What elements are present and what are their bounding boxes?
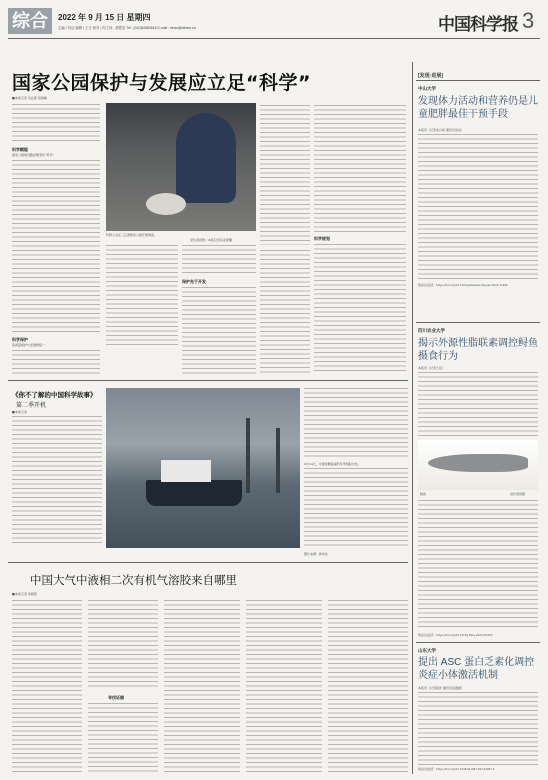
- sidebar-item-3-title: 提出 ASC 蛋白乏素化调控炎症小体激活机制: [418, 657, 535, 681]
- sidebar-item-1-title: 发现体力活动和营养仍是儿童肥胖最佳干预手段: [418, 96, 538, 120]
- main-subhead-3: 科学保护: [12, 337, 28, 342]
- sidebar-item-2-byline: 本报讯（记者王启）: [418, 366, 446, 370]
- main-col4-text-2: [260, 250, 310, 375]
- main-subhead-5: 保护先于开发: [182, 279, 206, 284]
- fish-label: 鲟鱼: [420, 492, 427, 496]
- sidebar-item-2-title: 揭示外源性脂联素调控鲟鱼摄食行为: [418, 338, 538, 362]
- page-number: 3: [522, 8, 535, 33]
- sidebar-item-1-byline: 本报讯（记者朱汉斌 通讯员吴洁）: [418, 128, 464, 132]
- main-col3-text-2: [182, 287, 256, 375]
- main-subhead-1: 科学赋能: [12, 147, 28, 152]
- editors-line: 主编 / 肖洁 编辑 / 王方 校对 / 何工伟 , 胡恩容 Tel : (010)62580618 E-mail : news@stimes.cn: [58, 26, 196, 30]
- crane-1: [246, 418, 250, 493]
- sidebar-item-3-byline: 本报讯（记者廖洋 通讯员张媛媛）: [418, 686, 464, 690]
- fish-photo: [418, 440, 538, 490]
- main-byline: ■本报记者 冯亚唐 吴海楠: [12, 96, 47, 100]
- main-subhead-4: 高质量保护与发展相统一: [12, 343, 46, 347]
- ship-deck: [161, 460, 211, 482]
- crane-2: [276, 428, 280, 493]
- main-headline: 国家公园保护与发展应立足“科学”: [12, 72, 311, 94]
- bottom-col2: [88, 600, 158, 690]
- section-label: 综合: [8, 8, 52, 34]
- sidebar-item-2-doi: 相关论文信息：https://doi.org/10.1016/j.fmre.2022.05.005: [418, 634, 493, 637]
- main-col3-text: [182, 245, 256, 275]
- header-bar: [0, 0, 548, 40]
- main-photo-credit: 受访者供图 / 本报记者冯亚唐摄: [190, 238, 232, 242]
- ship-caption: 9月14日，中国首艘高端科学考察船出发。: [304, 462, 361, 466]
- main-col1-text-3: [12, 350, 100, 376]
- sidebar-item-1-doi: 相关论文信息：https://doi.org/10.1001/jamanetworkopen.2022.31400: [418, 284, 508, 287]
- sidebar-item-1-text: [418, 134, 538, 280]
- bottom-col2-b: [88, 703, 158, 775]
- ship-photo: [106, 388, 300, 548]
- main-col1-text-2: [12, 160, 100, 335]
- sidebar-item-1-source: 中山大学: [418, 86, 436, 91]
- middle-rule: [8, 562, 408, 563]
- sidebar-top-rule: [416, 80, 540, 81]
- ship-photo-note: 图片来源：新华社: [304, 552, 329, 556]
- ship-hull: [146, 480, 242, 506]
- sidebar-rule-3: [416, 642, 540, 643]
- main-photo: [106, 103, 256, 231]
- ship-caption-text: [304, 468, 408, 548]
- bottom-col3: [164, 600, 240, 775]
- bottom-col5: [328, 600, 408, 775]
- main-photo-caption: 科研人员在三江源国家公园开展调查。: [106, 233, 158, 237]
- bottom-byline: ■本报记者 李晨阳: [12, 592, 37, 596]
- header-rule: [8, 38, 540, 39]
- bottom-col1: [12, 600, 82, 775]
- sidebar-item-2-text-b: [418, 500, 538, 630]
- main-subhead-6: 科学规划: [314, 236, 330, 241]
- sturgeon-illustration: [428, 454, 528, 472]
- sidebar-item-3-text: [418, 692, 538, 766]
- story-subtitle: 第二季开机: [16, 402, 47, 409]
- sidebar-item-3-doi: 相关论文信息：https://doi.org/10.1038/s41467-022-32961-3: [418, 768, 495, 771]
- main-col4-text: [260, 105, 310, 245]
- main-subhead-2: 国家公园建设路径要坚持“科学”: [12, 153, 55, 157]
- bottom-col4: [246, 600, 322, 775]
- story-byline: ■本报记者: [12, 410, 27, 414]
- main-bottom-rule: [8, 380, 408, 381]
- sidebar-item-2-source: 四川农业大学: [418, 328, 445, 333]
- specimen-cluster: [146, 193, 186, 215]
- main-col1-text: [12, 104, 100, 144]
- sidebar-rule-2: [416, 322, 540, 323]
- sidebar-item-3-source: 山东大学: [418, 648, 436, 653]
- main-col5-text-2: [314, 244, 406, 374]
- main-col5-text: [314, 105, 406, 233]
- story-text: [12, 416, 102, 546]
- masthead-logo: 中国科学报: [438, 15, 518, 35]
- sidebar-item-2-text-a: [418, 372, 538, 438]
- researcher-figure: [176, 113, 236, 203]
- bottom-subhead: 寻找证据: [108, 695, 124, 700]
- issue-date: 2022 年 9 月 15 日 星期四: [58, 13, 151, 22]
- sidebar-column-label: [发现·进展]: [418, 73, 443, 79]
- story-title: 《你不了解的中国科学故事》: [12, 391, 97, 399]
- ship-side-text: [304, 388, 408, 458]
- sidebar-divider: [412, 62, 413, 774]
- bottom-headline: 中国大气中液相二次有机气溶胶来自哪里: [30, 573, 237, 587]
- fish-credit: 受访者供图: [510, 492, 526, 496]
- main-col2-text: [106, 245, 178, 345]
